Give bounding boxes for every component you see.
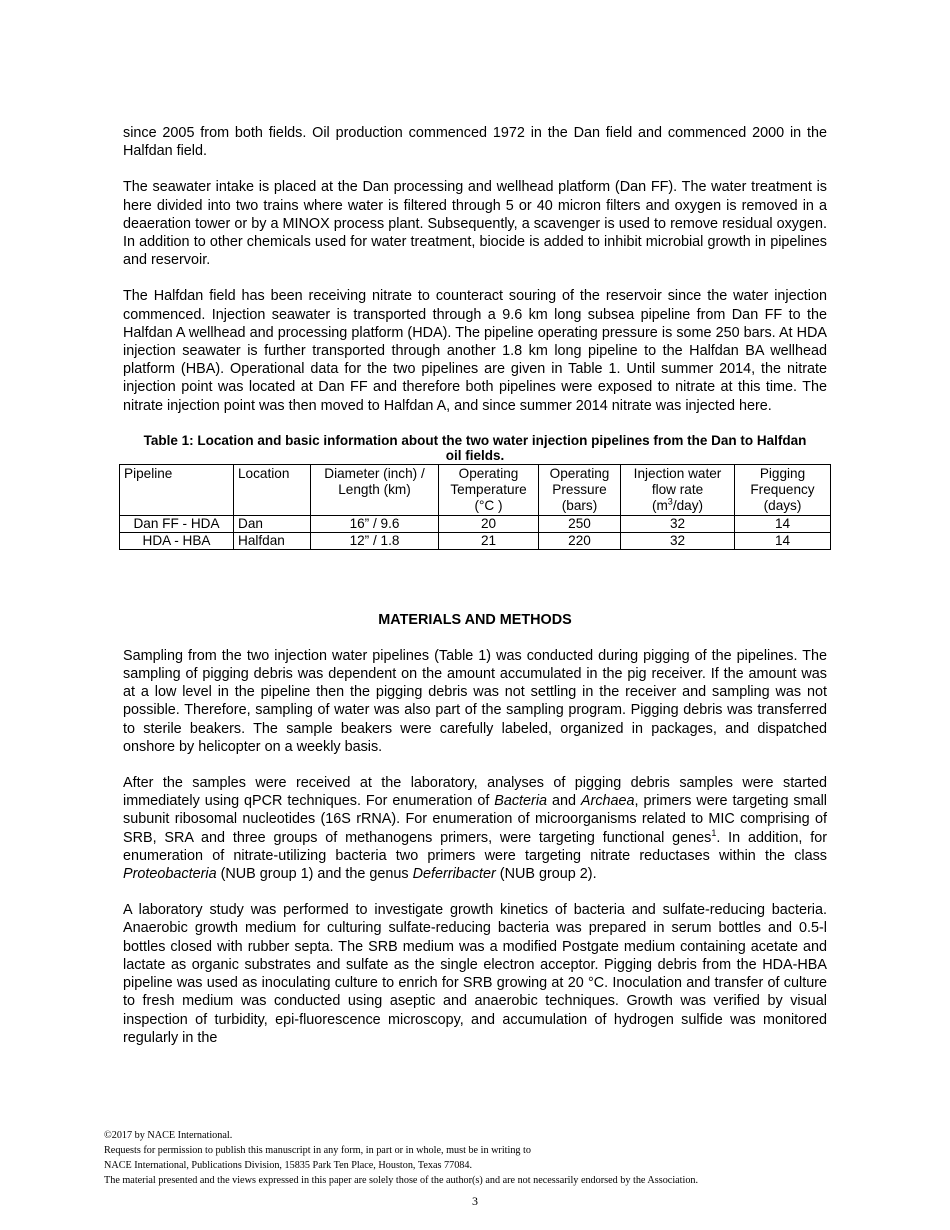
paragraph-production-history: since 2005 from both fields. Oil production commenced 1972 in the Dan field and commenced 2000 in the Halfdan field. <box>123 125 827 160</box>
header-flow-rate <box>621 464 735 515</box>
header-flow-rate-unit: /day) <box>672 497 704 513</box>
footer-line: ©2017 by NACE International. <box>104 1130 233 1141</box>
cell-diameter: 12” / 1.8 <box>311 532 439 549</box>
citation-superscript: 1 <box>711 827 717 838</box>
paragraph-lab-study: A laboratory study was performed to investigate growth kinetics of bacteria and sulfate-reducing bacteria. Anaerobic growth medium for culturing sulfate-reducing bacteria was prepared in serum bottles and 0.5-l bottles closed with rubber septa. The SRB medium was a modified Postgate medium containing acetate and lactate as organic substrates and sulfate as the single electron acceptor. Pigging debris from the HDA-HBA pipeline was used as inoculating culture to enrich for SRB growing at 20 °C. Inoculation and transfer of culture to fresh medium was conducted using aseptic and anaerobic techniques. Growth was verified by visual inspection of turbidity, epi-fluorescence microscopy, and accumulation of hydrogen sulfide was monitored regularly in the <box>123 902 827 1046</box>
cell-location: Dan <box>234 515 311 532</box>
table-row <box>120 532 831 549</box>
cell-flow: 32 <box>621 532 735 549</box>
cell-temperature: 20 <box>439 515 539 532</box>
term-bacteria: Bacteria <box>494 793 548 810</box>
paragraph-water-treatment: The seawater intake is placed at the Dan processing and wellhead platform (Dan FF). The water treatment is here divided into two trains where water is filtered through 5 or 40 micron filters and oxygen is removed in a deaeration tower or by a MINOX process plant. Subsequently, a scavenger is used to remove residual oxygen. In addition to other chemicals used for water treatment, biocide is added to inhibit microbial growth in pipelines and reservoir. <box>123 179 827 269</box>
term-proteobacteria: Proteobacteria <box>123 866 217 883</box>
header-pressure: Operating Pressure (bars) <box>539 464 621 515</box>
term-archaea: Archaea <box>580 793 635 810</box>
cell-diameter: 16” / 9.6 <box>311 515 439 532</box>
qpcr-text-6: (NUB group 2). <box>495 866 597 883</box>
copyright-footer <box>104 1128 864 1188</box>
header-pigging: Pigging Frequency (days) <box>735 464 831 515</box>
qpcr-text-5: (NUB group 1) and the genus <box>216 866 413 883</box>
header-flow-rate-superscript: 3 <box>667 496 673 507</box>
footer-line: The material presented and the views expressed in this paper are solely those of the author(s) and are not necessarily endorsed by the Association. <box>104 1175 699 1186</box>
term-deferribacter: Deferribacter <box>412 866 496 883</box>
footer-line: Requests for permission to publish this manuscript in any form, in part or in whole, must be in writing to <box>104 1145 531 1156</box>
header-diameter: Diameter (inch) / Length (km) <box>311 464 439 515</box>
cell-pressure: 220 <box>539 532 621 549</box>
page-number: 3 <box>472 1194 478 1208</box>
table-header-row <box>120 464 831 515</box>
paragraph-qpcr <box>123 774 827 883</box>
footer-line: NACE International, Publications Division, 15835 Park Ten Place, Houston, Texas 77084. <box>104 1160 473 1171</box>
cell-temperature: 21 <box>439 532 539 549</box>
page-body <box>123 124 827 1065</box>
cell-pigging: 14 <box>735 515 831 532</box>
header-pipeline: Pipeline <box>120 464 234 515</box>
cell-flow: 32 <box>621 515 735 532</box>
header-location: Location <box>234 464 311 515</box>
table-caption: Table 1: Location and basic information about the two water injection pipelines from the Dan to Halfdan oil fields. <box>143 432 807 464</box>
cell-pigging: 14 <box>735 532 831 549</box>
cell-pressure: 250 <box>539 515 621 532</box>
header-flow-rate-text: Injection water flow rate (m <box>633 465 722 513</box>
table-row <box>120 515 831 532</box>
cell-pipeline: Dan FF - HDA <box>120 515 234 532</box>
paragraph-nitrate-injection: The Halfdan field has been receiving nitrate to counteract souring of the reservoir since the water injection commenced. Injection seawater is transported through a 9.6 km long subsea pipeline from Dan FF to the Halfdan A wellhead and processing platform (HDA). The pipeline operating pressure is some 250 bars. At HDA injection seawater is further transported through another 1.8 km long pipeline to the Halfdan BA wellhead platform (HBA). Operational data for the two pipelines are given in Table 1. Until summer 2014, the nitrate injection point was located at Dan FF and therefore both pipelines were exposed to nitrate at this time. The nitrate injection point was then moved to Halfdan A, and since summer 2014 nitrate was injected here. <box>123 288 827 414</box>
paragraph-sampling: Sampling from the two injection water pipelines (Table 1) was conducted during pigging of the pipelines. The sampling of pigging debris was dependent on the amount accumulated in the pig receiver. If the amount was at a low level in the pipeline then the pigging debris was not settling in the receiver and sampling was not possible. Therefore, sampling of water was also part of the sampling program. Pigging debris was transferred to sterile beakers. The sample beakers were carefully labeled, organized in packages, and dispatched onshore by helicopter on a weekly basis. <box>123 647 827 755</box>
section-heading: MATERIALS AND METHODS <box>378 611 572 628</box>
header-temperature: Operating Temperature (°C ) <box>439 464 539 515</box>
qpcr-text-1: After the samples were received at the laboratory, analyses of pigging debris samples were started immediately using qPCR techniques. For enumeration of <box>123 775 827 810</box>
cell-pipeline: HDA - HBA <box>120 532 234 549</box>
cell-location: Halfdan <box>234 532 311 549</box>
qpcr-text-2: and <box>547 793 581 810</box>
qpcr-text-4: . In addition, for enumeration of nitrate-utilizing bacteria two primers were targeting nitrate reductases within the class <box>123 829 828 864</box>
qpcr-text-3: , primers were targeting small subunit ribosomal nucleotides (16S rRNA). For enumeration of microorganisms related to MIC comprising of SRB, SRA and three groups of methanogens primers, were targeting functional genes <box>123 793 827 846</box>
pipeline-table <box>119 464 831 550</box>
